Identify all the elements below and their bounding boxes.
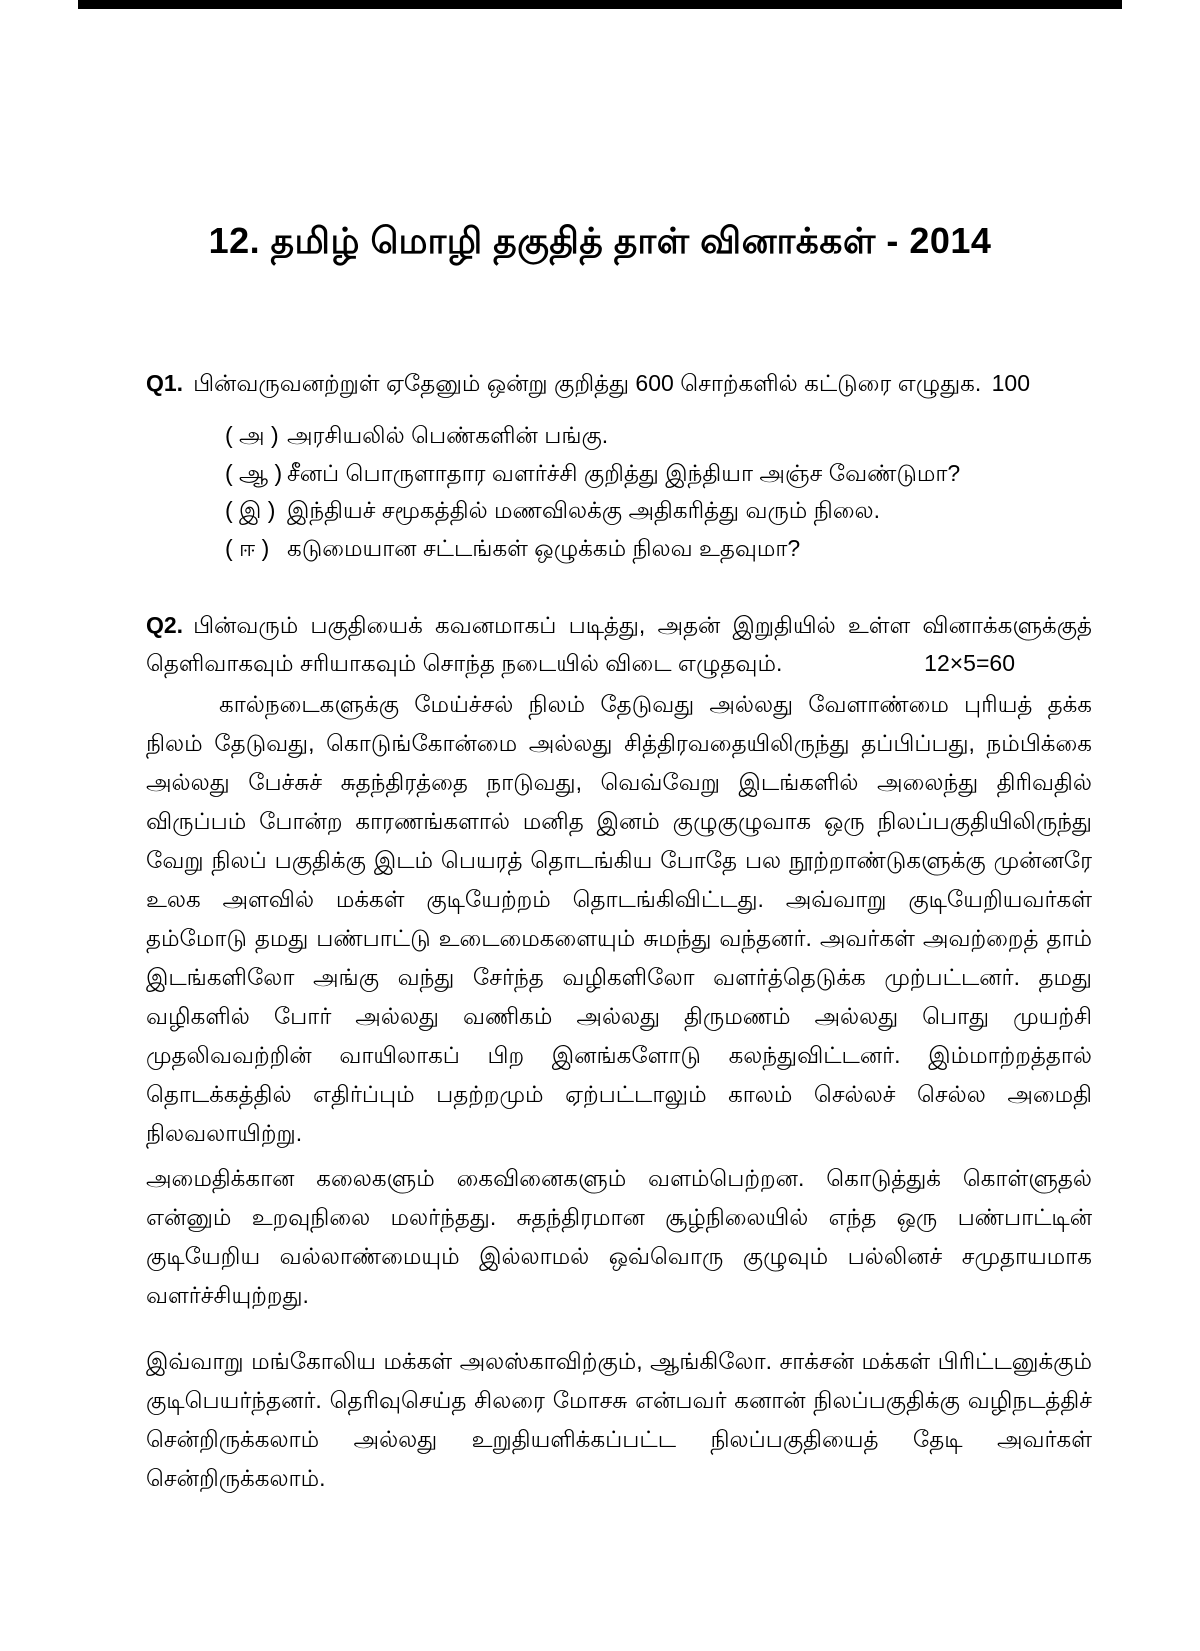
q1-option-i-text: இந்தியச் சமூகத்தில் மணவிலக்கு அதிகரித்து வரும் நிலை. <box>287 497 880 523</box>
q2-question-block <box>146 606 1092 682</box>
q1-label: Q1. <box>146 370 184 396</box>
q1-option-i-marker: ( இ ) <box>225 497 276 523</box>
passage-paragraph-2: அமைதிக்கான கலைகளும் கைவினைகளும் வளம்பெற்றன. கொடுத்துக் கொள்ளுதல் என்னும் உறவுநிலை மலர்ந்தது. சுதந்திரமான சூழ்நிலையில் எந்த ஒரு பண்பாட்டின் குடியேறிய வல்லாண்மையும் இல்லாமல் ஒவ்வொரு குழுவும் பல்லினச் சமுதாயமாக வளர்ச்சியுற்றது. <box>146 1165 1092 1308</box>
q1-option-aa-text: சீனப் பொருளாதார வளர்ச்சி குறித்து இந்தியா அஞ்ச வேண்டுமா? <box>287 459 961 486</box>
q1-option-i <box>225 492 1095 530</box>
q1-question-text: பின்வருவனற்றுள் ஏதேனும் ஒன்று குறித்து 600 சொற்களில் கட்டுரை எழுதுக. <box>193 370 982 396</box>
q1-marks: 100 <box>991 370 1030 396</box>
q1-option-a-marker: ( அ ) <box>225 422 279 448</box>
q2-question-text: பின்வரும் பகுதியைக் கவனமாகப் படித்து, அதன் இறுதியில் உள்ள வினாக்களுக்குத் தெளிவாகவும் சரியாகவும் சொந்த நடையில் விடை எழுதவும். <box>146 612 1092 676</box>
page-title: 12. தமிழ் மொழி தகுதித் தாள் வினாக்கள் - 2014 <box>208 220 992 261</box>
q1-option-ii-text: கடுமையான சட்டங்கள் ஒழுக்கம் நிலவ உதவுமா? <box>287 534 801 561</box>
q2-label: Q2. <box>146 612 184 638</box>
q1-options-list <box>225 417 1095 567</box>
q1-option-a <box>225 417 1095 455</box>
q2-passage <box>146 685 1092 1498</box>
q1-option-aa <box>225 455 1095 493</box>
q1-option-ii <box>225 530 1095 568</box>
top-border-bar <box>78 0 1122 9</box>
passage-paragraph-1: கால்நடைகளுக்கு மேய்ச்சல் நிலம் தேடுவது அல்லது வேளாண்மை புரியத் தக்க நிலம் தேடுவது, கொடுங்கோன்மை அல்லது சித்திரவதையிலிருந்து தப்பிப்பது, நம்பிக்கை அல்லது பேச்சுச் சுதந்திரத்தை நாடுவது, வெவ்வேறு இடங்களில் அலைந்து திரிவதில் விருப்பம் போன்ற காரணங்களால் மனித இனம் குழுகுழுவாக ஒரு நிலப்பகுதியிலிருந்து வேறு நிலப் பகுதிக்கு இடம் பெயரத் தொடங்கிய போதே பல நூற்றாண்டுகளுக்கு முன்னரே உலக அளவில் மக்கள் குடியேற்றம் தொடங்கிவிட்டது. அவ்வாறு குடியேறியவர்கள் தம்மோடு தமது பண்பாட்டு உடைமைகளையும் சுமந்து வந்தனர். அவர்கள் அவற்றைத் தாம் இடங்களிலோ அங்கு வந்து சேர்ந்த வழிகளிலோ வளர்த்தெடுக்க முற்பட்டனர். தமது வழிகளில் போர் அல்லது வணிகம் அல்லது திருமணம் அல்லது பொது முயற்சி முதலிவவற்றின் வாயிலாகப் பிற இனங்களோடு கலந்துவிட்டனர். இம்மாற்றத்தால் தொடக்கத்தில் எதிர்ப்பும் பதற்றமும் ஏற்பட்டாலும் காலம் செல்லச் செல்ல அமைதி நிலவலாயிற்று. <box>146 691 1092 1146</box>
q2-marks: 12×5=60 <box>924 650 1015 676</box>
q1-question-row <box>146 364 1092 402</box>
q1-option-aa-marker: ( ஆ ) <box>225 459 283 486</box>
q1-option-a-text: அரசியலில் பெண்களின் பங்கு. <box>287 422 609 448</box>
q1-question <box>146 364 981 402</box>
q1-option-ii-marker: ( ஈ ) <box>225 534 270 561</box>
passage-paragraph-3: இவ்வாறு மங்கோலிய மக்கள் அலஸ்காவிற்கும், ஆங்கிலோ. சாக்சன் மக்கள் பிரிட்டனுக்கும் குடிபெயர்ந்தனர். தெரிவுசெய்த சிலரை மோசசு என்பவர் கனான் நிலப்பகுதிக்கு வழிநடத்திச் சென்றிருக்கலாம் அல்லது உறுதியளிக்கப்பட்ட நிலப்பகுதியைத் தேடி அவர்கள் சென்றிருக்கலாம். <box>146 1348 1092 1491</box>
